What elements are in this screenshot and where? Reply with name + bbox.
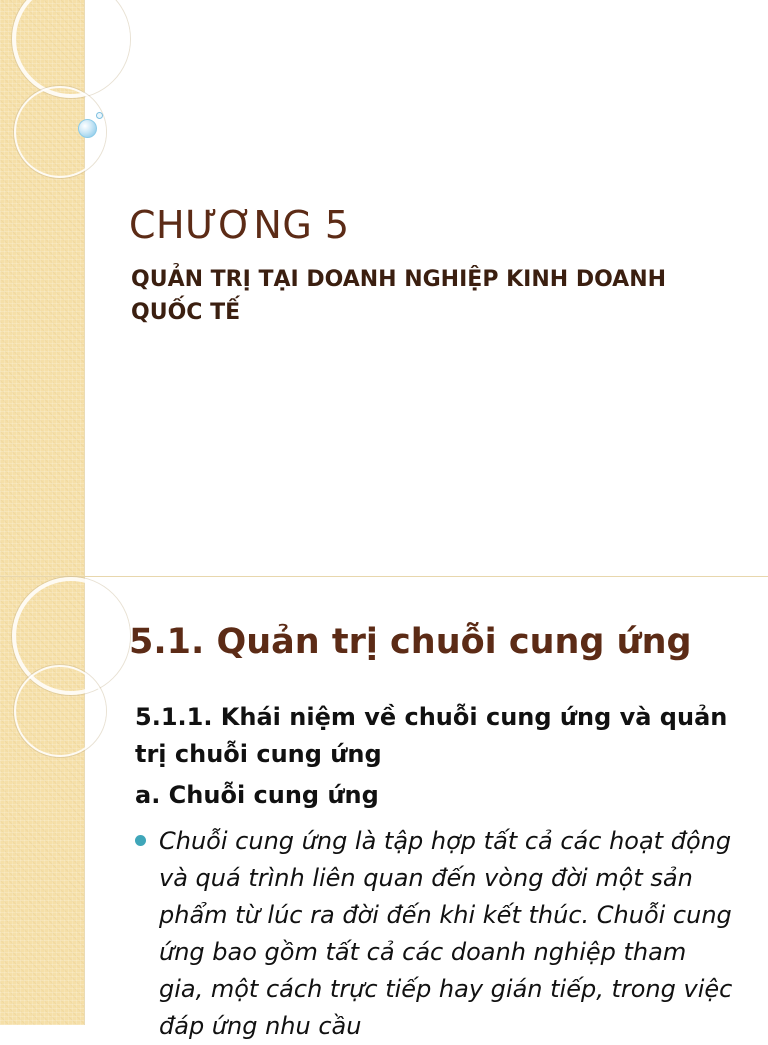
bullet-icon xyxy=(135,835,146,846)
bubble-icon xyxy=(96,112,103,119)
content-slide xyxy=(0,576,768,1040)
subsection-heading: 5.1.1. Khái niệm về chuỗi cung ứng và quản trị chuỗi cung ứng xyxy=(135,703,728,768)
bullet-text: Chuỗi cung ứng là tập hợp tất cả các hoạt động và quá trình liên quan đến vòng đời một sản phẩm từ lúc ra đời đến khi kết thúc. Chuỗi cung ứng bao gồm tất cả các doanh nghiệp tham gia, một cách trực tiếp hay gián tiếp, trong việc đáp ứng nhu cầu xyxy=(159,827,733,1040)
decorative-ring-icon xyxy=(12,0,130,98)
bubble-icon xyxy=(78,119,97,138)
section-label: a. Chuỗi cung ứng xyxy=(135,781,379,809)
decorative-side-band xyxy=(0,0,85,576)
decorative-ring-icon xyxy=(14,665,106,757)
bullet-list xyxy=(135,823,735,1045)
list-item xyxy=(135,823,735,1045)
section-heading: 5.1. Quản trị chuỗi cung ứng xyxy=(129,622,692,662)
decorative-side-band xyxy=(0,577,85,1025)
chapter-subtitle: QUẢN TRỊ TẠI DOANH NGHIỆP KINH DOANH QUỐC TẾ xyxy=(131,267,667,325)
chapter-title: CHƯƠNG 5 xyxy=(129,203,350,247)
